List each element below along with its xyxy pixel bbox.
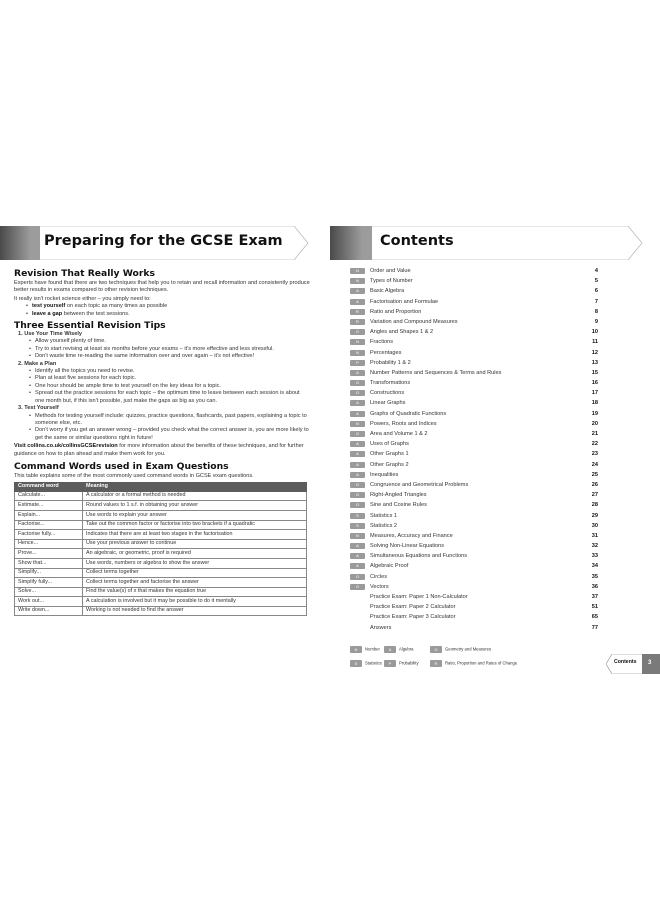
tip-heading: 2. Make a Plan <box>18 360 57 367</box>
legend-label: Ratio, Proportion and Rates of Change <box>445 660 518 666</box>
contents-item-title: Order and Value <box>370 268 411 274</box>
visit-paragraph: Visit collins.co.uk/collinsGCSErevision for more information about the benefits of these techniques, and for further guidance on how to plan ahead and make them work for you. <box>14 443 304 457</box>
right-header-banner <box>330 226 640 260</box>
subject-code-badge: N <box>350 268 365 274</box>
contents-item[interactable] <box>350 317 598 327</box>
subject-legend <box>350 643 590 671</box>
contents-item-title: Fractions <box>370 339 394 346</box>
table-row <box>15 558 307 568</box>
table-row <box>15 501 307 511</box>
list-item: • leave a gap between the test sessions. <box>26 311 310 318</box>
subject-code-badge: A <box>350 299 365 305</box>
contents-item-title: Basic Algebra <box>370 288 405 295</box>
contents-item-page: 17 <box>591 390 598 397</box>
contents-item-title: Answers <box>370 624 392 631</box>
contents-item-page: 21 <box>591 431 598 437</box>
legend-item <box>430 646 491 653</box>
footer-label: Contents <box>614 659 637 665</box>
contents-item-title: Other Graphs 2 <box>370 461 409 468</box>
contents-item[interactable] <box>350 531 598 541</box>
subject-code-badge: P <box>350 360 365 366</box>
table-row <box>15 520 307 530</box>
subject-code-badge: G <box>430 646 442 653</box>
subject-code-badge: G <box>350 329 365 335</box>
subject-code-badge: N <box>350 278 365 284</box>
contents-item[interactable] <box>350 623 598 633</box>
contents-item-title: Angles and Shapes 1 & 2 <box>370 329 434 336</box>
legend-label: Statistics <box>365 660 382 666</box>
contents-item-title: Constructions <box>370 390 405 397</box>
subject-code-badge: A <box>350 451 365 457</box>
command-word-cell: Simplify... <box>15 568 83 578</box>
command-word-cell: Estimate... <box>15 501 83 511</box>
meaning-cell: Collect terms together and factorise the answer <box>83 578 307 588</box>
contents-item[interactable] <box>350 327 598 337</box>
tip-items <box>29 338 310 360</box>
table-row <box>15 530 307 540</box>
tip-heading: 1. Use Your Time Wisely <box>18 331 82 338</box>
contents-item[interactable] <box>350 480 598 490</box>
command-word-cell: Factorise... <box>15 520 83 530</box>
contents-item-title: Statistics 2 <box>370 522 398 529</box>
contents-item-page: 25 <box>591 471 598 478</box>
contents-item[interactable] <box>350 592 598 602</box>
subject-code-badge: N <box>350 339 365 345</box>
contents-item[interactable] <box>350 582 598 592</box>
contents-item-title: Simultaneous Equations and Functions <box>370 553 468 560</box>
contents-item-page: 12 <box>591 349 598 356</box>
legend-item <box>350 660 382 667</box>
command-words-table <box>14 482 307 616</box>
contents-item[interactable] <box>350 388 598 398</box>
meaning-cell: Indicates that there are at least two stages in the factorisation <box>83 530 307 540</box>
contents-item[interactable] <box>350 398 598 408</box>
tip-items <box>29 368 310 405</box>
contents-item-title: Statistics 1 <box>370 512 398 519</box>
subject-code-badge: A <box>350 370 365 376</box>
contents-item-title: Variation and Compound Measures <box>370 318 458 325</box>
legend-item <box>350 646 380 653</box>
meaning-cell: An algebraic, or geometric, proof is required <box>83 549 307 559</box>
table-intro: This table explains some of the most commonly used command words in GCSE exam questions. <box>14 472 254 479</box>
contents-item[interactable] <box>350 541 598 551</box>
subject-code-badge: S <box>350 513 365 519</box>
subject-code-badge: G <box>350 380 365 386</box>
technique-list <box>26 303 310 318</box>
right-page <box>330 0 660 900</box>
contents-item-page: 5 <box>594 278 598 285</box>
tip-heading: 3. Test Yourself <box>18 405 59 412</box>
list-item: • Methods for testing yourself include: quizzes, practice questions, flashcards, past papers, explaining a topic to someone else, etc. <box>29 413 310 428</box>
contents-item-page: 20 <box>591 420 598 427</box>
contents-item-page: 37 <box>591 594 598 600</box>
page-footer-tab <box>606 654 660 674</box>
table-header: Meaning <box>83 483 307 491</box>
contents-item[interactable] <box>350 297 598 307</box>
contents-item-page: 4 <box>594 268 598 274</box>
subject-code-badge: S <box>350 523 365 529</box>
table-row <box>15 568 307 578</box>
banner-shape <box>330 226 646 260</box>
contents-item[interactable] <box>350 307 598 317</box>
meaning-cell: Round values to 1 s.f. in obtaining your answer <box>83 501 307 511</box>
subject-code-badge: A <box>350 411 365 417</box>
contents-item-page: 65 <box>591 614 598 621</box>
contents-item-page: 34 <box>591 563 598 570</box>
contents-item-title: Types of Number <box>370 278 413 285</box>
contents-item-title: Factorisation and Formulae <box>370 298 439 305</box>
left-content <box>14 268 310 616</box>
contents-item[interactable] <box>350 378 598 388</box>
contents-item[interactable] <box>350 490 598 500</box>
contents-item[interactable] <box>350 511 598 521</box>
list-item: • test yourself on each topic as many times as possible <box>26 303 310 310</box>
contents-item-title: Circles <box>370 573 388 580</box>
contents-item-title: Number Patterns and Sequences & Terms and Rules <box>370 369 502 376</box>
contents-item[interactable] <box>350 439 598 449</box>
contents-item-page: 30 <box>591 522 598 529</box>
section-heading: Command Words used in Exam Questions <box>14 460 229 472</box>
subject-code-badge: P <box>384 660 396 667</box>
command-word-cell: Work out... <box>15 597 83 607</box>
contents-item-page: 22 <box>591 441 598 448</box>
contents-item-page: 8 <box>594 308 598 315</box>
subject-code-badge: N <box>350 421 365 427</box>
meaning-cell: Use words to explain your answer <box>83 510 307 520</box>
meaning-cell: Take out the common factor or factorise into two brackets if a quadratic <box>83 520 307 530</box>
contents-item[interactable] <box>350 551 598 561</box>
list-item: • Spread out the practice sessions for each topic – the optimum time to leave between each session is about one month but, if this isn't possible, just make the gaps as big as you can. <box>29 390 310 405</box>
contents-item-page: 6 <box>594 288 598 295</box>
command-word-cell: Factorise fully... <box>15 530 83 540</box>
meaning-cell: A calculator or a formal method is needed <box>83 491 307 501</box>
meaning-cell: Use your previous answer to continue <box>83 539 307 549</box>
contents-item-title: Practice Exam: Paper 2 Calculator <box>370 604 456 611</box>
contents-item-title: Vectors <box>370 583 389 590</box>
contents-item[interactable] <box>350 266 598 276</box>
contents-item-page: 23 <box>591 451 598 458</box>
contents-item-title: Transformations <box>370 380 411 387</box>
meaning-cell: Working is not needed to find the answer <box>83 606 307 616</box>
contents-item-title: Percentages <box>370 349 402 356</box>
table-row <box>15 549 307 559</box>
subject-code-badge: N <box>350 350 365 356</box>
contents-item[interactable] <box>350 348 598 358</box>
subject-code-badge: G <box>350 502 365 508</box>
subject-code-badge: A <box>384 646 396 653</box>
contents-item-page: 32 <box>591 543 598 550</box>
subject-code-badge: A <box>350 472 365 478</box>
contents-item[interactable] <box>350 521 598 531</box>
contents-item-page: 33 <box>591 553 598 560</box>
legend-item <box>384 646 413 653</box>
contents-item-title: Measures, Accuracy and Finance <box>370 532 453 539</box>
contents-item-page: 11 <box>592 339 598 346</box>
contents-item[interactable] <box>350 561 598 571</box>
section-heading: Revision That Really Works <box>14 268 155 279</box>
table-row <box>15 510 307 520</box>
legend-label: Number <box>365 646 380 652</box>
contents-item-page: 29 <box>591 512 598 519</box>
legend-item <box>384 660 419 667</box>
legend-item <box>430 660 517 667</box>
tip-items <box>29 413 310 443</box>
section-heading: Three Essential Revision Tips <box>14 320 166 332</box>
contents-item-page: 19 <box>591 410 598 417</box>
subject-code-badge: A <box>350 543 365 549</box>
contents-item-title: Practice Exam: Paper 1 Non-Calculator <box>370 594 468 600</box>
contents-item-page: 15 <box>591 369 598 376</box>
subject-code-badge: A <box>350 563 365 569</box>
subject-code-badge: G <box>350 492 365 498</box>
contents-item-title: Right-Angled Triangles <box>370 492 427 499</box>
subject-code-badge: A <box>350 400 365 406</box>
list-item: • Try to start revising at least six months before your exams – it's more effective and less stressful. <box>29 346 310 353</box>
contents-item[interactable] <box>350 358 598 368</box>
contents-item[interactable] <box>350 572 598 582</box>
contents-item-title: Practice Exam: Paper 3 Calculator <box>370 614 456 621</box>
page-title: Contents <box>380 233 454 249</box>
table-row <box>15 606 307 616</box>
list-item: • Identify all the topics you need to revise. <box>29 368 310 375</box>
contents-item-page: 24 <box>591 461 598 468</box>
contents-item-title: Inequalities <box>370 471 399 478</box>
contents-item[interactable] <box>350 449 598 459</box>
subject-code-badge: G <box>350 390 365 396</box>
contents-item[interactable] <box>350 602 598 612</box>
subject-code-badge: A <box>350 462 365 468</box>
contents-item-page: 51 <box>591 604 598 611</box>
subject-code-badge: S <box>350 660 362 667</box>
contents-item-title: Area and Volume 1 & 2 <box>370 431 428 437</box>
subject-code-badge: G <box>350 431 365 437</box>
meaning-cell: Use words, numbers or algebra to show the answer <box>83 558 307 568</box>
command-word-cell: Prove... <box>15 549 83 559</box>
contents-item[interactable] <box>350 612 598 622</box>
table-row <box>15 578 307 588</box>
subject-code-badge: N <box>350 533 365 539</box>
contents-item-title: Probability 1 & 2 <box>370 359 411 366</box>
contents-item[interactable] <box>350 429 598 439</box>
contents-item-page: 31 <box>591 532 598 539</box>
subject-code-badge: A <box>350 441 365 447</box>
contents-item[interactable] <box>350 368 598 378</box>
command-word-cell: Solve... <box>15 587 83 597</box>
contents-item-title: Other Graphs 1 <box>370 451 409 458</box>
contents-item-page: 27 <box>591 492 598 499</box>
contents-item-page: 35 <box>591 573 598 580</box>
left-page <box>0 0 318 900</box>
command-word-cell: Simplify fully... <box>15 578 83 588</box>
contents-item[interactable] <box>350 419 598 429</box>
command-word-cell: Calculate... <box>15 491 83 501</box>
legend-label: Geometry and Measures <box>445 646 492 652</box>
subject-code-badge: G <box>350 584 365 590</box>
contents-item-page: 16 <box>591 380 598 387</box>
contents-item-title: Linear Graphs <box>370 400 406 407</box>
legend-label: Algebra <box>399 646 414 652</box>
command-word-cell: Show that... <box>15 558 83 568</box>
subject-code-badge: N <box>350 646 362 653</box>
contents-item-title: Graphs of Quadratic Functions <box>370 410 447 417</box>
contents-item[interactable] <box>350 409 598 419</box>
contents-item[interactable] <box>350 470 598 480</box>
contents-item-page: 9 <box>594 318 598 325</box>
contents-item-page: 77 <box>591 624 598 631</box>
contents-item-page: 10 <box>591 329 598 336</box>
contents-item-page: 13 <box>591 359 598 366</box>
subject-code-badge: R <box>430 660 442 667</box>
command-word-cell: Explain... <box>15 510 83 520</box>
contents-item[interactable] <box>350 337 598 347</box>
contents-item-page: 26 <box>591 481 598 488</box>
intro-paragraph: Experts have found that there are two techniques that help you to retain and recall information and consistently produce better results in exams compared to other revision techniques. <box>14 280 310 294</box>
legend-label: Probability <box>399 660 419 666</box>
list-item: • One hour should be ample time to test yourself on the key ideas for a topic. <box>29 383 310 390</box>
contents-item-page: 28 <box>591 502 598 509</box>
left-header-banner <box>0 226 310 260</box>
contents-item-title: Congruence and Geometrical Problems <box>370 481 469 488</box>
page-number: 3 <box>648 660 652 666</box>
contents-list <box>350 266 598 633</box>
list-item: • Don't waste time re-reading the same information over and over again – it's not effective! <box>29 353 310 360</box>
list-item: • Don't worry if you get an answer wrong – provided you check what the correct answer is, you are more likely to get the same or similar questions right in future! <box>29 427 310 442</box>
contents-item-title: Powers, Roots and Indices <box>370 420 437 427</box>
contents-item-page: 36 <box>591 583 598 590</box>
contents-item-title: Uses of Graphs <box>370 441 409 448</box>
contents-item-title: Algebraic Proof <box>370 563 409 570</box>
command-word-cell: Write down... <box>15 606 83 616</box>
contents-item[interactable] <box>350 276 598 286</box>
table-row <box>15 539 307 549</box>
subject-code-badge: G <box>350 574 365 580</box>
table-row <box>15 491 307 501</box>
command-word-cell: Hence... <box>15 539 83 549</box>
contents-item-page: 18 <box>591 400 598 407</box>
tips-list <box>14 331 310 442</box>
contents-item-page: 7 <box>594 298 598 305</box>
meaning-cell: A calculation is involved but it may be possible to do it mentally <box>83 597 307 607</box>
contents-item-title: Ratio and Proportion <box>370 308 422 315</box>
list-item: • Plan at least five sessions for each topic. <box>29 375 310 382</box>
page-title: Preparing for the GCSE Exam <box>44 233 283 249</box>
intro-paragraph-2: It really isn't rocket science either – you simply need to: <box>14 295 151 302</box>
contents-item[interactable] <box>350 286 598 296</box>
table-row <box>15 587 307 597</box>
subject-code-badge: A <box>350 553 365 559</box>
contents-item[interactable] <box>350 500 598 510</box>
subject-code-badge: R <box>350 319 365 325</box>
list-item: • Allow yourself plenty of time. <box>29 338 310 345</box>
subject-code-badge: G <box>350 482 365 488</box>
table-header: Command word <box>15 483 83 491</box>
subject-code-badge: A <box>350 288 365 294</box>
contents-item[interactable] <box>350 460 598 470</box>
meaning-cell: Find the value(s) of x that makes the equation true <box>83 587 307 597</box>
meaning-cell: Collect terms together <box>83 568 307 578</box>
subject-code-badge: R <box>350 309 365 315</box>
contents-item-title: Solving Non-Linear Equations <box>370 543 445 550</box>
contents-item-title: Sine and Cosine Rules <box>370 502 427 509</box>
table-row <box>15 597 307 607</box>
